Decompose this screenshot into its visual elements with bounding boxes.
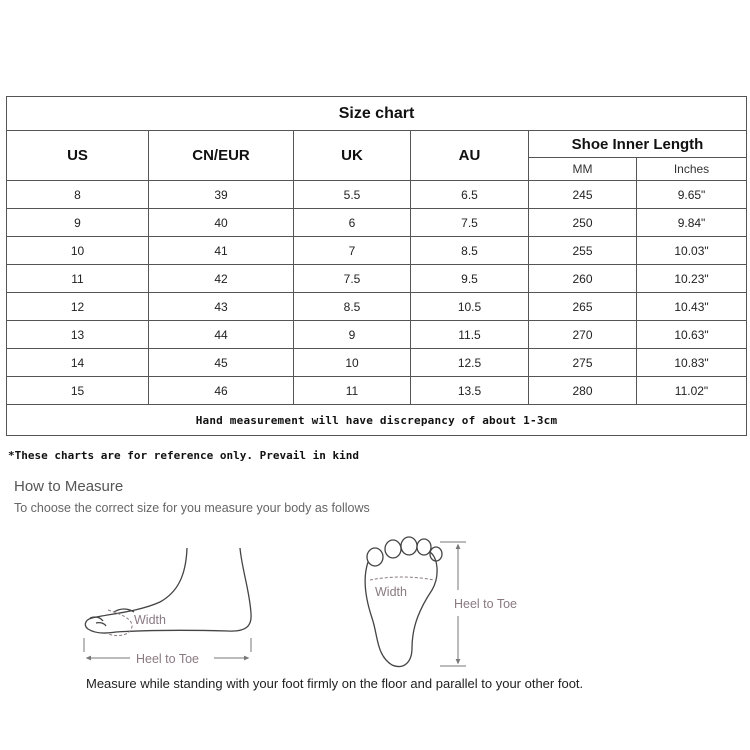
- table-row: [7, 293, 747, 321]
- cell-au: 9.5: [411, 265, 529, 293]
- cell-cn-eur: 44: [149, 321, 294, 349]
- cell-uk: 8.5: [294, 293, 411, 321]
- cell-us: 11: [7, 265, 149, 293]
- table-row: [7, 265, 747, 293]
- side-foot-illustration: [85, 548, 251, 633]
- cell-inches: 9.84": [637, 209, 747, 237]
- cell-inches: 10.43": [637, 293, 747, 321]
- table-row: [7, 181, 747, 209]
- cell-uk: 6: [294, 209, 411, 237]
- cell-inches: 9.65": [637, 181, 747, 209]
- cell-mm: 255: [529, 237, 637, 265]
- header-cn-eur: CN/EUR: [149, 131, 294, 181]
- cell-us: 15: [7, 377, 149, 405]
- sole-foot-illustration: [365, 537, 442, 666]
- table-row: [7, 209, 747, 237]
- how-to-title: How to Measure: [14, 478, 124, 495]
- cell-us: 12: [7, 293, 149, 321]
- cell-cn-eur: 46: [149, 377, 294, 405]
- cell-us: 8: [7, 181, 149, 209]
- discrepancy-row: [7, 405, 747, 436]
- header-inches: Inches: [637, 158, 747, 181]
- cell-uk: 10: [294, 349, 411, 377]
- table-row: [7, 349, 747, 377]
- cell-inches: 10.23": [637, 265, 747, 293]
- cell-cn-eur: 39: [149, 181, 294, 209]
- table-title: Size chart: [7, 97, 747, 131]
- cell-mm: 265: [529, 293, 637, 321]
- cell-cn-eur: 43: [149, 293, 294, 321]
- cell-uk: 5.5: [294, 181, 411, 209]
- cell-mm: 250: [529, 209, 637, 237]
- table-row: [7, 321, 747, 349]
- cell-au: 12.5: [411, 349, 529, 377]
- cell-au: 6.5: [411, 181, 529, 209]
- table-row: [7, 377, 747, 405]
- sole-length-label: Heel to Toe: [454, 597, 518, 611]
- sole-width-guide: [370, 577, 434, 580]
- cell-uk: 9: [294, 321, 411, 349]
- measure-instruction: Measure while standing with your foot firmly on the floor and parallel to your other foot.: [86, 676, 584, 691]
- header-inner-length: Shoe Inner Length: [529, 131, 747, 158]
- cell-au: 13.5: [411, 377, 529, 405]
- side-length-label: Heel to Toe: [136, 652, 200, 666]
- cell-us: 13: [7, 321, 149, 349]
- cell-uk: 7.5: [294, 265, 411, 293]
- side-width-label: Width: [134, 613, 166, 627]
- reference-note: *These charts are for reference only. Prevail in kind: [8, 449, 359, 462]
- cell-inches: 10.83": [637, 349, 747, 377]
- cell-au: 8.5: [411, 237, 529, 265]
- cell-us: 9: [7, 209, 149, 237]
- header-us: US: [7, 131, 149, 181]
- cell-cn-eur: 45: [149, 349, 294, 377]
- cell-cn-eur: 41: [149, 237, 294, 265]
- cell-mm: 275: [529, 349, 637, 377]
- sole-width-label: Width: [375, 585, 407, 599]
- cell-cn-eur: 40: [149, 209, 294, 237]
- header-mm: MM: [529, 158, 637, 181]
- cell-us: 14: [7, 349, 149, 377]
- cell-mm: 270: [529, 321, 637, 349]
- size-table: [6, 96, 747, 436]
- cell-inches: 11.02": [637, 377, 747, 405]
- size-chart: [6, 96, 746, 436]
- cell-mm: 245: [529, 181, 637, 209]
- cell-au: 10.5: [411, 293, 529, 321]
- cell-inches: 10.63": [637, 321, 747, 349]
- cell-cn-eur: 42: [149, 265, 294, 293]
- discrepancy-note: Hand measurement will have discrepancy of about 1-3cm: [7, 405, 747, 436]
- header-au: AU: [411, 131, 529, 181]
- measure-figures: [0, 530, 750, 675]
- table-row: [7, 237, 747, 265]
- how-to-subtitle: To choose the correct size for you measure your body as follows: [14, 501, 370, 515]
- cell-uk: 7: [294, 237, 411, 265]
- cell-uk: 11: [294, 377, 411, 405]
- cell-au: 7.5: [411, 209, 529, 237]
- cell-inches: 10.03": [637, 237, 747, 265]
- cell-au: 11.5: [411, 321, 529, 349]
- cell-us: 10: [7, 237, 149, 265]
- cell-mm: 280: [529, 377, 637, 405]
- cell-mm: 260: [529, 265, 637, 293]
- header-uk: UK: [294, 131, 411, 181]
